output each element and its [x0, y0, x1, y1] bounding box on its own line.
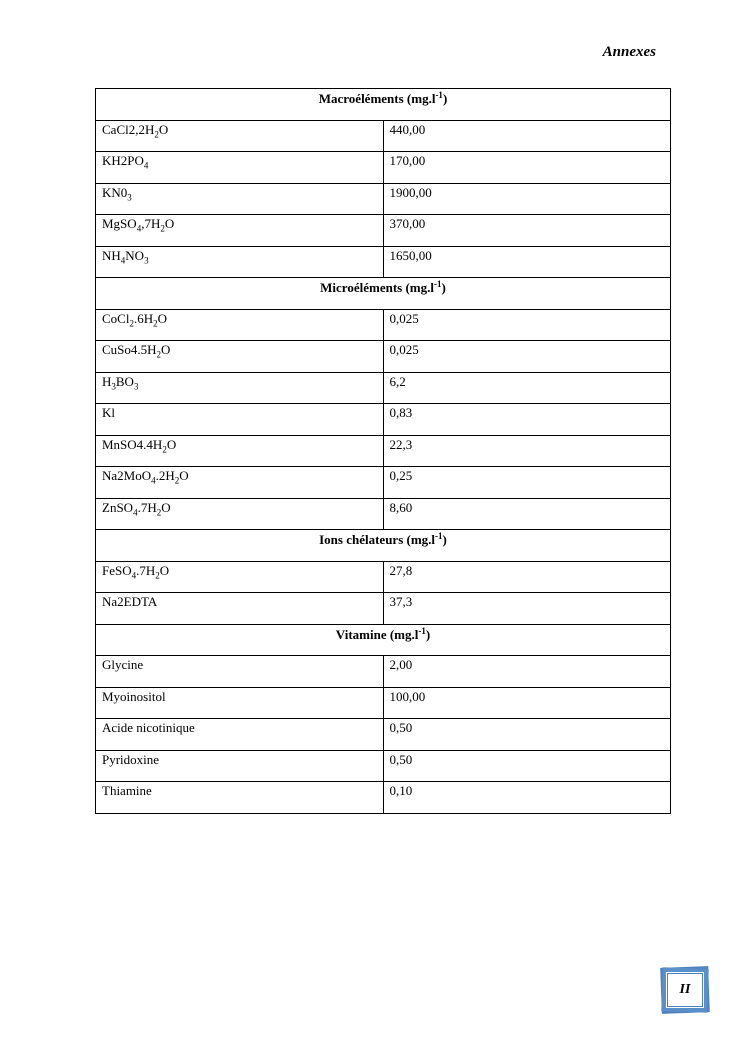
- compound-name: $H_3BO_3$: [96, 372, 384, 404]
- compound-name: $MnSO4.4H_2O$: [96, 435, 384, 467]
- compound-value: 440,00: [383, 120, 671, 152]
- table-row: [96, 561, 671, 593]
- table-row: [96, 183, 671, 215]
- compound-value: 22,3: [383, 435, 671, 467]
- compound-value: 0,25: [383, 467, 671, 499]
- table-row: [96, 341, 671, 373]
- compound-value: 0,025: [383, 341, 671, 373]
- compound-value: 8,60: [383, 498, 671, 530]
- table-row: [96, 750, 671, 782]
- table-row: [96, 152, 671, 184]
- compound-name: $FeSO_4.7H_2O$: [96, 561, 384, 593]
- compound-value: 0,83: [383, 404, 671, 436]
- compound-name: $CuSo4.5H_2O$: [96, 341, 384, 373]
- compound-value: 27,8: [383, 561, 671, 593]
- table-row: [96, 309, 671, 341]
- section-header-row: [96, 278, 671, 310]
- compound-name: Kl: [96, 404, 384, 436]
- compound-value: 370,00: [383, 215, 671, 247]
- compound-name: Pyridoxine: [96, 750, 384, 782]
- table-row: [96, 498, 671, 530]
- compound-name: $CoCl_2.6H_2O$: [96, 309, 384, 341]
- compound-name: Na2EDTA: [96, 593, 384, 625]
- culture-medium-table: [95, 88, 671, 814]
- header-title: Annexes: [602, 44, 656, 60]
- compound-name: $MgSO_4,7H_2O$: [96, 215, 384, 247]
- section-title: Macroéléments $(mg.l^{-1})$: [96, 89, 671, 121]
- compound-name: Thiamine: [96, 782, 384, 814]
- compound-value: 37,3: [383, 593, 671, 625]
- compound-name: $ZnSO_4.7H_2O$: [96, 498, 384, 530]
- table-row: [96, 593, 671, 625]
- table-row: [96, 656, 671, 688]
- table-row: [96, 372, 671, 404]
- compound-value: 6,2: [383, 372, 671, 404]
- compound-value: 0,50: [383, 750, 671, 782]
- table-row: [96, 467, 671, 499]
- section-header-row: [96, 624, 671, 656]
- table-row: [96, 404, 671, 436]
- compound-name: $CaCl2,2H_2O$: [96, 120, 384, 152]
- table-row: [96, 719, 671, 751]
- compound-name: Myoinositol: [96, 687, 384, 719]
- compound-value: 1650,00: [383, 246, 671, 278]
- compound-name: Acide nicotinique: [96, 719, 384, 751]
- table-row: [96, 246, 671, 278]
- section-header-row: [96, 530, 671, 562]
- page-number: II: [679, 982, 691, 997]
- table-row: [96, 687, 671, 719]
- table-row: [96, 782, 671, 814]
- section-title: Microéléments $(mg.l^{-1})$: [96, 278, 671, 310]
- table-row: [96, 435, 671, 467]
- section-title: Vitamine $(mg.l^{-1})$: [96, 624, 671, 656]
- page-number-badge: [659, 965, 711, 1015]
- compound-name: $KN0_3$: [96, 183, 384, 215]
- compound-value: 0,50: [383, 719, 671, 751]
- compound-value: 0,025: [383, 309, 671, 341]
- compound-value: 0,10: [383, 782, 671, 814]
- section-title: Ions chélateurs $(mg.l^{-1})$: [96, 530, 671, 562]
- compound-value: 2,00: [383, 656, 671, 688]
- compound-value: 1900,00: [383, 183, 671, 215]
- compound-value: 170,00: [383, 152, 671, 184]
- compound-name: $KH2PO_4$: [96, 152, 384, 184]
- compound-name: $NH_4NO_3$: [96, 246, 384, 278]
- table-row: [96, 120, 671, 152]
- compound-name: Glycine: [96, 656, 384, 688]
- compound-value: 100,00: [383, 687, 671, 719]
- compound-name: $Na2MoO_4.2H_2O$: [96, 467, 384, 499]
- table-row: [96, 215, 671, 247]
- section-header-row: [96, 89, 671, 121]
